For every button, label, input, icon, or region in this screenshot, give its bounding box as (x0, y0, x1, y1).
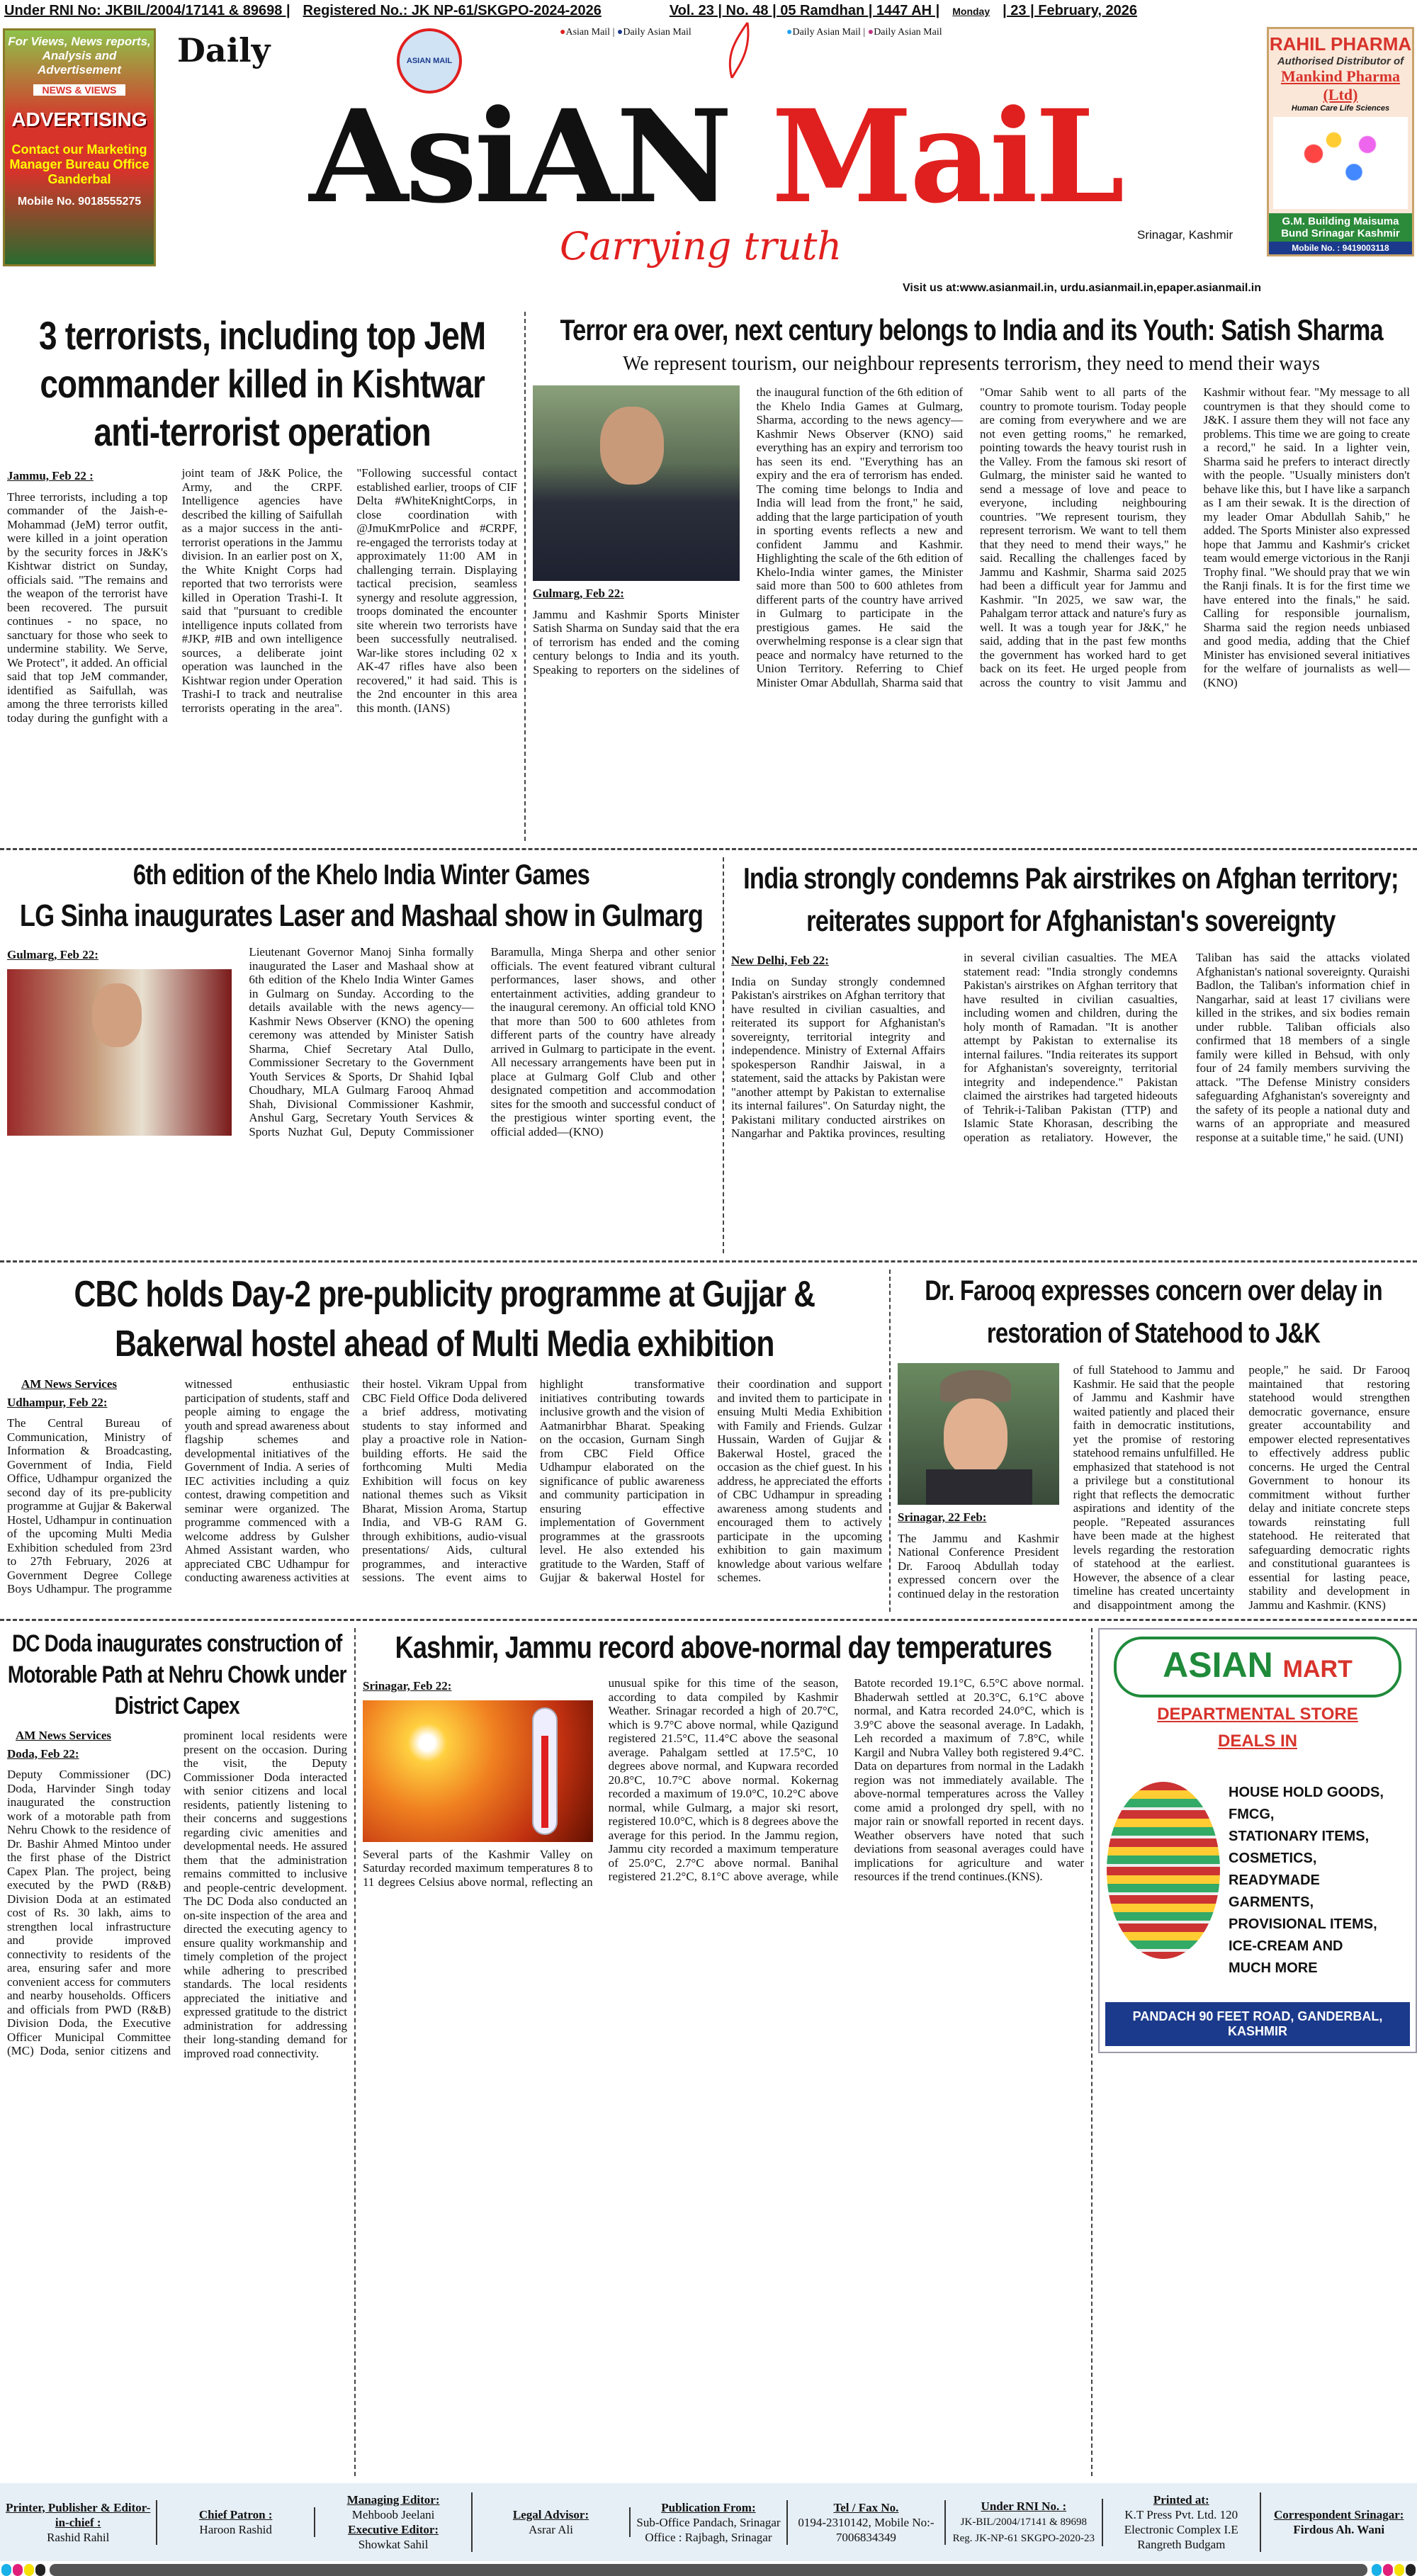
a5-text: The Central Bureau of Communication, Ministry of Information & Broadcasting, Government of India, Field Office, Udhampur organized the second day of its pre-publicity programme at Gujjar & Bakerwal Hostel, Udhampur in continuation of the upcoming Multi Media Exhibition scheduled from 23rd to 27th February, 2026 at Government Degree College Boys Udhampur. The programme witnessed enthusiastic participation of students, staff and people aiming to engage the youth and spread awareness about flagship schemes and developmental initiatives of the Government of India. A series of IEC activities including a quiz contest, drawing competition and seminar were organized. The programme commenced with a welcome address by Gulsher Ahmed Assistant warden, who appreciated CBC Udhampur for conducting awareness activities at their hostel. Vikram Uppal from CBC Field Office Doda delivered a brief address, motivating students to stay informed and play a proactive role in Nation-building efforts. He said the forthcoming Multi Media Exhibition will focus on key national themes such as Viksit Bharat, Mission Aroma, Startup India, and VB-G RAM G. through exhibitions, audio-visual presentations/ Aids, cultural programmes, and interactive sessions. The event aims to highlight transformative initiatives contributing towards inclusive growth and the vision of Aatmanirbhar Bharat. Speaking on the occasion, Gurnam Singh from CBC Field Office Udhampur elaborated on the significance of public awareness and community participation in ensuring effective implementation of Government programmes at the grassroots level. He also extended his gratitude to the Warden, Staff of Gujjar & bakerwal Hostel for their coordination and support and invited them to participate in ensuing Multi Media Exhibition with Family and Friends. Gulzar Hussain, Warden of Gujjar & Bakerwal Hostel, graced the occasion as the chief guest. In his address, he appreciated the efforts of CBC Udhampur in spreading awareness among students and encouraged them to actively participate in the upcoming exhibition to gain maximum knowledge about various welfare schemes. (7, 1377, 882, 1595)
a2-subhead: We represent tourism, our neighbour represents terrorism, they need to mend their ways (623, 353, 1320, 375)
a7-headline: DC Doda inaugurates construction of Motorable Path at Nehru Chowk under District Capex (8, 1630, 346, 1719)
a1-text: Three terrorists, including a top commander of the Jaish-e-Mohammad (JeM) terror outfit, were killed in a joint operation by the security forces in J&K's Kishtwar district on Sunday, officials said. "The remains and the weapon of the terrorist have been recovered. The pursuit continues - no space, no sanctuary for those who seek to undermine stability. We Serve, We Protect", it added. An official said that top JeM commander, identified as Saifullah, was among the three terrorists killed today during the gunfight with a joint team of J&K Police, the Army, and the CRPF. Intelligence agencies have described the killing of Saifullah as a major success in the anti-terrorist operations in the Jammu division. In an earlier post on X, the White Knight Corps had reported that two terrorists were killed in Operation Trashi-I. It said that "pursuant to credible intelligence inputs collated from #JKP, #IB and own intelligence sources, a deliberate joint operation was launched in the Kishtwar region under Operation Trashi-I to track and neutralise terrorists operating in the area". "Following successful contact established earlier, troops of CIF Delta #WhiteKnightCorps, in close coordination with @JmuKmrPolice and #CRPF, re-engaged the terrorists today at approximately 11:00 AM in challenging terrain. Displaying tactical precision, seamless synergy and resolute aggression, troops dominated the encounter site wherein two terrorists have been successfully neutralised. War-like stores including 02 x AK-47 rifles have also been recovered," it had said. This is the 2nd encounter in this area this month. (IANS) (7, 466, 517, 725)
mart-item: HOUSE HOLD GOODS, (1229, 1785, 1384, 1800)
a5-headline: CBC holds Day-2 pre-publicity programme at Gujjar & Bakerwal hostel ahead of Multi Media exhibition (74, 1274, 815, 1365)
mart-item: MUCH MORE (1229, 1960, 1318, 1976)
volume-info: Vol. 23 | No. 48 | 05 Ramdhan | 1447 AH | (669, 3, 940, 18)
a7-text: Deputy Commissioner (DC) Doda, Harvinder Singh today inaugurated the construction work of a motorable path from Nehru Chowk to the residence of Dr. Bashir Ahmed Mintoo under the first phase of the District Capex Plan. The project, being executed by the PWD (R&B) Division Doda at an estimated cost of Rs. 30 lakh, aims to strengthen local infrastructure and provide improved connectivity to residents of the area, ensuring safer and more convenient access for commuters and nearby households. Officers and officials from PWD (R&B) Division Doda, the Executive Officer Municipal Committee (MC) Doda, senior citizens and prominent local residents were present on the occasion. During the visit, the Deputy Commissioner Doda interacted with senior citizens and local residents, patiently listening to their concerns and suggestions regarding civic amenities and developmental needs. He assured them that the administration remains committed to inclusive and people-centric development. The DC Doda also conducted an on-site inspection of the area and directed the executing agency to ensure quality workmanship and timely completion of the project while adhering to prescribed standards. The local residents appreciated the initiative and expressed gratitude to the district administration for addressing their long-standing demand for improved road connectivity. (7, 1729, 347, 2060)
a3-headline: LG Sinha inaugurates Laser and Mashaal show in Gulmarg (19, 898, 704, 933)
footer-correspondent (1261, 2507, 1417, 2537)
mart-item: STATIONARY ITEMS, (1229, 1829, 1370, 1844)
title-mail: MaiL (771, 82, 1122, 232)
masthead-badge: ASIAN MAIL (397, 28, 462, 94)
row-fourth (0, 1621, 1417, 2483)
satish-sharma-photo (533, 385, 740, 581)
a3-headline-kicker: 6th edition of the Khelo India Winter Games (132, 859, 590, 891)
tagline: Carrying truth (560, 224, 842, 269)
a6-dateline: Srinagar, 22 Feb: (898, 1510, 987, 1524)
row-top-stories (0, 305, 1417, 850)
footer-label: Tel / Fax No. (833, 2500, 899, 2514)
a2-article (524, 312, 1417, 841)
ad-line: For Views, News reports, Analysis and Advertisement (8, 35, 151, 77)
footer-value: Office : Rajbagh, Srinagar (645, 2530, 772, 2544)
a7-article (0, 1628, 354, 2476)
twitter-handle[interactable]: Daily Asian Mail (792, 27, 861, 38)
mart-deals: DEALS IN (1217, 1732, 1297, 1751)
a4-body (731, 951, 1410, 1144)
mart-item: FMCG, (1229, 1807, 1275, 1822)
ad-column (1091, 1628, 1417, 2476)
masthead-place: Srinagar, Kashmir (1137, 228, 1233, 242)
footer-label: Correspondent Srinagar: (1274, 2508, 1404, 2521)
pharma-ad (1267, 27, 1414, 256)
footer-label: Chief Patron : (198, 2508, 273, 2521)
instagram-icon: ● (867, 27, 874, 38)
color-registration-bar (0, 2564, 1417, 2576)
a4-article (723, 857, 1417, 1253)
footer-value: Mehboob Jeelani (351, 2508, 435, 2521)
a5-body (7, 1377, 882, 1596)
a8-headline: Kashmir, Jammu record above-normal day temperatures (395, 1630, 1052, 1665)
ad-badge: NEWS & VIEWS (33, 84, 125, 96)
footer-value: Firdous Ah. Wani (1293, 2523, 1385, 2536)
twitter-icon: ● (786, 27, 793, 38)
rni-number: Under RNI No: JKBIL/2004/17141 & 89698 | (4, 3, 290, 18)
footer-value: Asrar Ali (529, 2523, 573, 2536)
a6-headline: Dr. Farooq expresses concern over delay in restoration of Statehood to J&K (925, 1275, 1383, 1349)
ad-title: ADVERTISING (11, 108, 147, 130)
registration-number: Registered No.: JK NP-61/SKGPO-2024-2026 (303, 3, 602, 18)
mart-items (1229, 1782, 1384, 1979)
a7-byline: AM News Services (16, 1729, 112, 1742)
footer-label: Legal Advisor: (512, 2508, 589, 2521)
footer-value: Showkat Sahil (358, 2538, 429, 2551)
asian-mart-ad (1098, 1628, 1417, 2053)
footer-phone (788, 2500, 945, 2545)
weekday: Monday (952, 6, 990, 17)
row-third (0, 1262, 1417, 1621)
a2-dateline: Gulmarg, Feb 22: (533, 587, 624, 600)
footer-publication (631, 2500, 788, 2545)
mart-address: PANDACH 90 FEET ROAD, GANDERBAL, KASHMIR (1105, 2002, 1410, 2046)
mart-item: READYMADE (1229, 1872, 1320, 1888)
pharma-mobile: Mobile No. : 9419003118 (1269, 242, 1412, 254)
footer-patron (157, 2507, 315, 2537)
mart-logo (1114, 1637, 1401, 1697)
pharma-name: RAHIL PHARMA (1269, 33, 1412, 55)
masthead-area (0, 0, 1417, 305)
a1-headline: 3 terrorists, including top JeM commander killed in Kishtwar anti-terrorist operation (38, 313, 486, 454)
mart-item: GARMENTS, (1229, 1894, 1314, 1910)
facebook-handle[interactable]: Daily Asian Mail (623, 27, 691, 38)
ad-mobile: Mobile No. 9018555275 (17, 196, 142, 208)
footer-value: Haroon Rashid (199, 2523, 272, 2536)
footer-label: Executive Editor: (348, 2523, 439, 2536)
footer-editors (315, 2492, 473, 2552)
pharma-address: G.M. Building Maisuma Bund Srinagar Kashmir (1269, 213, 1412, 242)
a6-body (898, 1363, 1410, 1612)
a3-dateline: Gulmarg, Feb 22: (7, 948, 98, 961)
farooq-abdullah-photo (898, 1363, 1059, 1505)
a6-text: The Jammu and Kashmir National Conference President Dr. Farooq Abdullah today expressed concern over the continued delay in the restoration of full Statehood to Jammu and Kashmir. He said that the people of Jammu and Kashmir have waited patiently and placed their faith in democratic institutions, yet the promise of restoring statehood remains unfulfilled. He emphasized that statehood is not a privilege but a constitutional right that reflects the democratic aspirations and identity of the people. "Repeated assurances have been made at the highest levels regarding the restoration of statehood at the earliest. However, the absence of a clear timeline has created uncertainty and disappointment among the people," he said. Dr Farooq maintained that restoring statehood would strengthen democratic governance, ensure greater accountability and empower elected representatives to effectively address public concerns. He urged the Central Government to honour its commitment without further delay and initiate concrete steps towards reinstating full statehood. He reiterated that safeguarding democratic rights and constitutional guarantees is essential for lasting peace, stability and development in Jammu and Kashmir. (KNS) (898, 1363, 1410, 1612)
social-left: ●Asian Mail | ●Daily Asian Mail (560, 27, 691, 38)
a2-headline: Terror era over, next century belongs to India and its Youth: Satish Sharma (560, 313, 1383, 346)
a2-body (533, 385, 1410, 689)
pharma-brand: Mankind Pharma (Ltd) (1280, 67, 1401, 103)
mart-item: ICE-CREAM AND (1229, 1938, 1343, 1954)
quill-pen-icon (719, 21, 755, 85)
pharma-sub: Authorised Distributor of (1277, 55, 1404, 67)
imprint-footer (0, 2483, 1417, 2561)
a8-dateline: Srinagar, Feb 22: (363, 1679, 452, 1693)
a5-dateline: Udhampur, Feb 22: (7, 1395, 108, 1409)
a7-body (7, 1729, 347, 2060)
a1-body (7, 466, 517, 725)
issue-date: | 23 | February, 2026 (1003, 3, 1137, 18)
youtube-handle[interactable]: Asian Mail (565, 27, 611, 38)
footer-value: Rashid Rahil (47, 2530, 110, 2544)
mart-store: DEPARTMENTAL STORE (1157, 1705, 1358, 1724)
footer-printed (1103, 2492, 1260, 2552)
a3-body (7, 945, 716, 1139)
a4-text: India on Sunday strongly condemned Pakistan's airstrikes on Afghan territory that have resulted in civilian casualties, and reiterated its support for Afghanistan's sovereignty, territorial integrity and independence. Ministry of External Affairs spokesperson Randhir Jaiswal, in a statement, said the attacks by Pakistan were "another attempt by Pakistan to externalise its internal failures". On Saturday night, the Pakistani military conducted airstrikes on Nangarhar and Paktika provinces, resulting in several civilian casualties. The MEA statement read: "India strongly condemns Pakistan's airstrikes on Afghan territory that have resulted in civilian casualties, including women and children, during the holy month of Ramadan. "It is another attempt by Pakistan to externalise its internal failures. "India reiterates its support for Afghanistan's sovereignty, territorial integrity and independence." Pakistan claimed the airstrikes had targeted hideouts of Tehrik-i-Taliban Pakistan (TTP) and Islamic State Khorasan, describing the operation as retaliatory. However, the Taliban has said the attacks violated Afghanistan's national sovereignty. Quraishi Badlon, the Taliban's information chief in Nangarhar, said at least 17 civilians were killed in the strikes, and six bodies remain under rubble. Taliban officials also confirmed that 18 members of a single family were killed in Behsud, with only four of 24 family members surviving the attack. "The Defense Ministry considers safeguarding Afghanistan's sovereignty and the safety of its people a national duty and warns of an appropriate and measured response at a suitable time," he said. (UNI) (731, 951, 1410, 1144)
mart-item: PROVISIONAL ITEMS, (1229, 1916, 1377, 1932)
footer-value: K.T Press Pvt. Ltd. 120 Electronic Complex I.E Rangreth Budgam (1124, 2508, 1238, 2551)
a7-dateline: Doda, Feb 22: (7, 1746, 79, 1761)
a8-text: Several parts of the Kashmir Valley on Saturday recorded maximum temperatures 8 to 11 degrees Celsius above normal, reflecting an unusual spike for this time of the season, according to data compiled by Kashmir Weather. Srinagar recorded a high of 20.7°C, which is 9.7°C above normal, while Qazigund registered 21.5°C, 11.4°C above the seasonal average. Pahalgam settled at 17.5°C, 10 degrees above normal, and Kupwara recorded 20.8°C, 10.7°C above normal. Kokernag recorded a maximum of 19.0°C, 10.2°C above normal, while Gulmarg, a major ski resort, registered 10.0°C, which is 8 degrees above the average for this period. In the Jammu region, Jammu city recorded a maximum temperature of 25.0°C, 2.7°C above normal. Banihal registered 21.2°C, 8.1°C above average, while Batote recorded 19.1°C, 6.5°C above normal. Bhaderwah settled at 20.3°C, 6.1°C above normal, and Katra recorded 24.0°C, which is 3.9°C above the seasonal average. In Ladakh, Leh recorded a maximum of 7.8°C, while Kargil and Nubra Valley both registered 9.4°C. Data on departures from normal in the Ladakh region was not immediately available. The above-normal temperatures across the Valley come amid a prolonged dry spell, with no major rain or snowfall reported in recent days. Weather observers have noted that such deviations from seasonal averages could have implications for agriculture and water resources if the trend continues.(KNS). (363, 1676, 1084, 1889)
a8-article (354, 1628, 1091, 2476)
a3-article (0, 857, 723, 1253)
footer-label: Printed at: (1153, 2493, 1209, 2507)
a1-dateline: Jammu, Feb 22 : (7, 469, 94, 482)
lg-sinha-photo (7, 969, 232, 1136)
advertising-ad (3, 28, 156, 266)
footer-value: Sub-Office Pandach, Srinagar (636, 2515, 781, 2529)
footer-label: Printer, Publisher & Editor-in-chief : (6, 2500, 151, 2529)
masthead-title (170, 82, 1261, 232)
youtube-icon: ● (560, 27, 566, 38)
store-shelves-image (1107, 1782, 1220, 1959)
footer-value: 0194-2310142, Mobile No:- 7006834349 (798, 2515, 935, 2544)
a4-headline: India strongly condemns Pak airstrikes on Afghan territory; reiterates support for Afghanistan's sovereignty (743, 862, 1399, 937)
footer-publisher (0, 2500, 157, 2545)
mart-logo-text2: MART (1282, 1656, 1353, 1683)
ad-contact: Contact our Marketing Manager Bureau Office Ganderbal (9, 142, 149, 186)
a6-article (889, 1270, 1417, 1612)
thermometer-sun-photo (363, 1700, 593, 1842)
footer-label: Under RNI No. : (981, 2499, 1067, 2513)
news-content (0, 305, 1417, 2483)
quill-spacer (614, 3, 657, 21)
top-strip (0, 0, 1417, 24)
footer-label: Publication From: (661, 2500, 756, 2514)
pills-image (1273, 117, 1408, 209)
footer-legal (473, 2507, 630, 2537)
mart-logo-text: ASIAN (1163, 1645, 1273, 1685)
a5-article (0, 1270, 889, 1612)
facebook-icon: ● (616, 27, 623, 38)
a8-body (363, 1676, 1084, 1889)
social-right: ●Daily Asian Mail | ●Daily Asian Mail (786, 27, 942, 38)
footer-label: Managing Editor: (346, 2493, 440, 2507)
website-link[interactable]: Visit us at:www.asianmail.in, urdu.asianmail.in,epaper.asianmail.in (903, 282, 1261, 294)
a5-byline: AM News Services (21, 1377, 118, 1391)
pharma-tag: Human Care Life Sciences (1291, 104, 1390, 113)
a1-article (0, 312, 524, 841)
a2-text: Jammu and Kashmir Sports Minister Satish Sharma on Sunday said that the era of terrorism has ended and the coming century belongs to India and its youth. Speaking to reporters on the sidelines of the inaugural function of the 6th edition of the Khelo India Games at Gulmarg, Sharma, according to the news agency—Kashmir News Observer (KNO) said everything has an expiry and terrorism too has seen its end. "Everything has an expiry and the era of terrorism has ended. The coming time belongs to India and India will lead from the front," he said, adding that the large participation of youth in sporting events reflects a new and confident Jammu and Kashmir. Highlighting the scale of the 6th edition of Khelo-India winter games, the Minister said more than 500 to 600 athletes from different parts of the country have arrived in Gulmarg to participate in the prestigious games. He said the overwhelming response is a clear sign that peace and normalcy have returned to the Union Territory. Referring to Chief Minister Omar Abdullah, Sharma said that "Omar Sahib went to all parts of the country to promote tourism. Today people are coming from everywhere and we are not even getting rooms," he remarked, pointing towards the heavy tourist rush in the Valley. From the famous ski resort of Gulmarg, the minister said he wanted to send a message of love and peace to everyone, including neighbouring countries. "We represent tourism, they represent terrorism. We want to tell them that they need to mend their ways," he said. Recalling the challenges faced by Jammu and Kashmir, Sharma said 2025 had been a difficult year for Jammu and Kashmir. "In 2025, we saw war, the Pahalgam terror attack and nature's fury as well. It was a tough year for J&K," he said, adding that in the past few months the government has worked hard to get back on its feet. He urged people from across the country to visit Jammu and Kashmir without fear. "My message to all countrymen is that they should come to J&K. I assure them they will not face any problems. This time we are going to create a record," he said. In a lighter vein, Sharma said he prefers to interact directly with the people. "Usually ministers don't behave like this, but I have like a sarpanch as I am their sewak. It is the direction of my leader Omar Abdullah Sahib," he added. The Sports Minister also expressed hope that Jammu and Kashmir's cricket team would emerge victorious in the Ranji Trophy final. "We should pray that we win the Ranji finals. It is for the first time we have entered into the finals," he said. Calling for responsible journalism, Sharma said the region needs unbiased and good media, adding that the Chief Minister has envisioned several initiatives for the welfare of journalists as well—(KNO) (533, 385, 1410, 689)
daily-label: Daily (177, 31, 271, 69)
footer-value: JK-BIL/2004/17141 & 89698 Reg. JK-NP-61 SKGPO-2020-23 (952, 2516, 1095, 2544)
a3-text: Lieutenant Governor Manoj Sinha formally inaugurated the Laser and Mashaal show at 6th edition of the Khelo India Winter Games in Gulmarg on Sunday. According to the details available with the news agency—Kashmir News Observer (KNO) the opening ceremony was attended by Minister Satish Sharma, Chief Secretary Atal Dullo, Commissioner Secretary to the Government Youth Services & Sports, Dr Shahid Iqbal Choudhary, MLA Gulmarg Farooq Ahmad Shah, Divisional Commissioner Kashmir, Anshul Garg, Secretary Youth Services & Sports Nuzhat Gul, Deputy Commissioner Baramulla, Minga Sherpa and other senior officials. The event featured vibrant cultural performances, laser shows, and other entertainment activities, adding grandeur to the inaugural ceremony. An official told KNO that more than 500 to 600 athletes from different parts of the country have already arrived in Gulmarg to participate in the event. All necessary arrangements have been put in place at Gulmarg Golf Club and other designated competition and accommodation sites for the smooth and successful conduct of the prestigious winter sporting event, the official added—(KNO) (249, 945, 716, 1139)
mart-item: COSMETICS, (1229, 1851, 1317, 1866)
a4-dateline: New Delhi, Feb 22: (731, 954, 829, 967)
title-asian: AsiAN (309, 82, 730, 232)
footer-rni (946, 2499, 1103, 2546)
row-second (0, 850, 1417, 1262)
instagram-handle[interactable]: Daily Asian Mail (874, 27, 942, 38)
